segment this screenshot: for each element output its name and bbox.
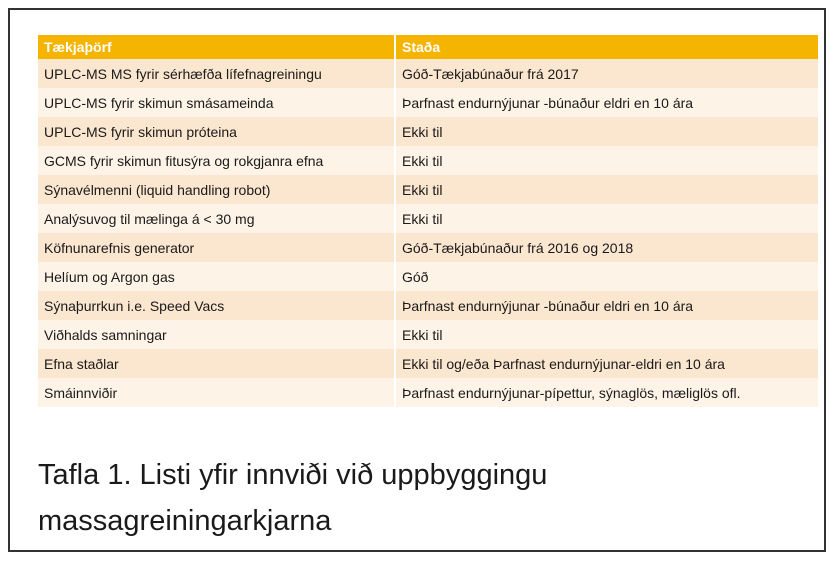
equipment-cell: UPLC-MS fyrir skimun smásameinda — [38, 88, 395, 117]
header-equipment-need: Tækjaþörf — [38, 35, 395, 59]
table-row — [38, 349, 818, 378]
status-cell: Ekki til — [395, 320, 818, 349]
table-caption — [38, 452, 818, 544]
status-cell: Ekki til — [395, 146, 818, 175]
status-cell: Þarfnast endurnýjunar -búnaður eldri en 10 ára — [395, 88, 818, 117]
equipment-cell: Helíum og Argon gas — [38, 262, 395, 291]
table-row — [38, 262, 818, 291]
equipment-cell: Sýnavélmenni (liquid handling robot) — [38, 175, 395, 204]
equipment-cell: Smáinnviðir — [38, 378, 395, 407]
status-cell: Góð — [395, 262, 818, 291]
status-cell: Ekki til og/eða Þarfnast endurnýjunar-eldri en 10 ára — [395, 349, 818, 378]
table-row — [38, 378, 818, 407]
table-row — [38, 59, 818, 88]
requirements-table — [38, 35, 818, 407]
status-cell: Góð-Tækjabúnaður frá 2017 — [395, 59, 818, 88]
table-header-row — [38, 35, 818, 59]
caption-line-2: massagreiningarkjarna — [38, 505, 332, 537]
status-cell: Ekki til — [395, 204, 818, 233]
status-cell: Ekki til — [395, 175, 818, 204]
equipment-cell: UPLC-MS fyrir skimun próteina — [38, 117, 395, 146]
table-row — [38, 88, 818, 117]
slide-frame — [8, 8, 826, 552]
table-row — [38, 175, 818, 204]
equipment-cell: Köfnunarefnis generator — [38, 233, 395, 262]
equipment-cell: GCMS fyrir skimun fitusýra og rokgjanra efna — [38, 146, 395, 175]
status-cell: Þarfnast endurnýjunar-pípettur, sýnaglös, mæliglös ofl. — [395, 378, 818, 407]
caption-line-1: Tafla 1. Listi yfir innviði við uppbyggingu — [38, 459, 548, 491]
equipment-cell: Analýsuvog til mælinga á < 30 mg — [38, 204, 395, 233]
header-status: Staða — [395, 35, 818, 59]
table-row — [38, 291, 818, 320]
equipment-cell: Viðhalds samningar — [38, 320, 395, 349]
equipment-cell: Efna staðlar — [38, 349, 395, 378]
table-row — [38, 117, 818, 146]
status-cell: Ekki til — [395, 117, 818, 146]
equipment-cell: Sýnaþurrkun i.e. Speed Vacs — [38, 291, 395, 320]
table-row — [38, 204, 818, 233]
table-row — [38, 146, 818, 175]
status-cell: Þarfnast endurnýjunar -búnaður eldri en 10 ára — [395, 291, 818, 320]
status-cell: Góð-Tækjabúnaður frá 2016 og 2018 — [395, 233, 818, 262]
table-row — [38, 233, 818, 262]
table-row — [38, 320, 818, 349]
equipment-cell: UPLC-MS MS fyrir sérhæfða lífefnagreiningu — [38, 59, 395, 88]
